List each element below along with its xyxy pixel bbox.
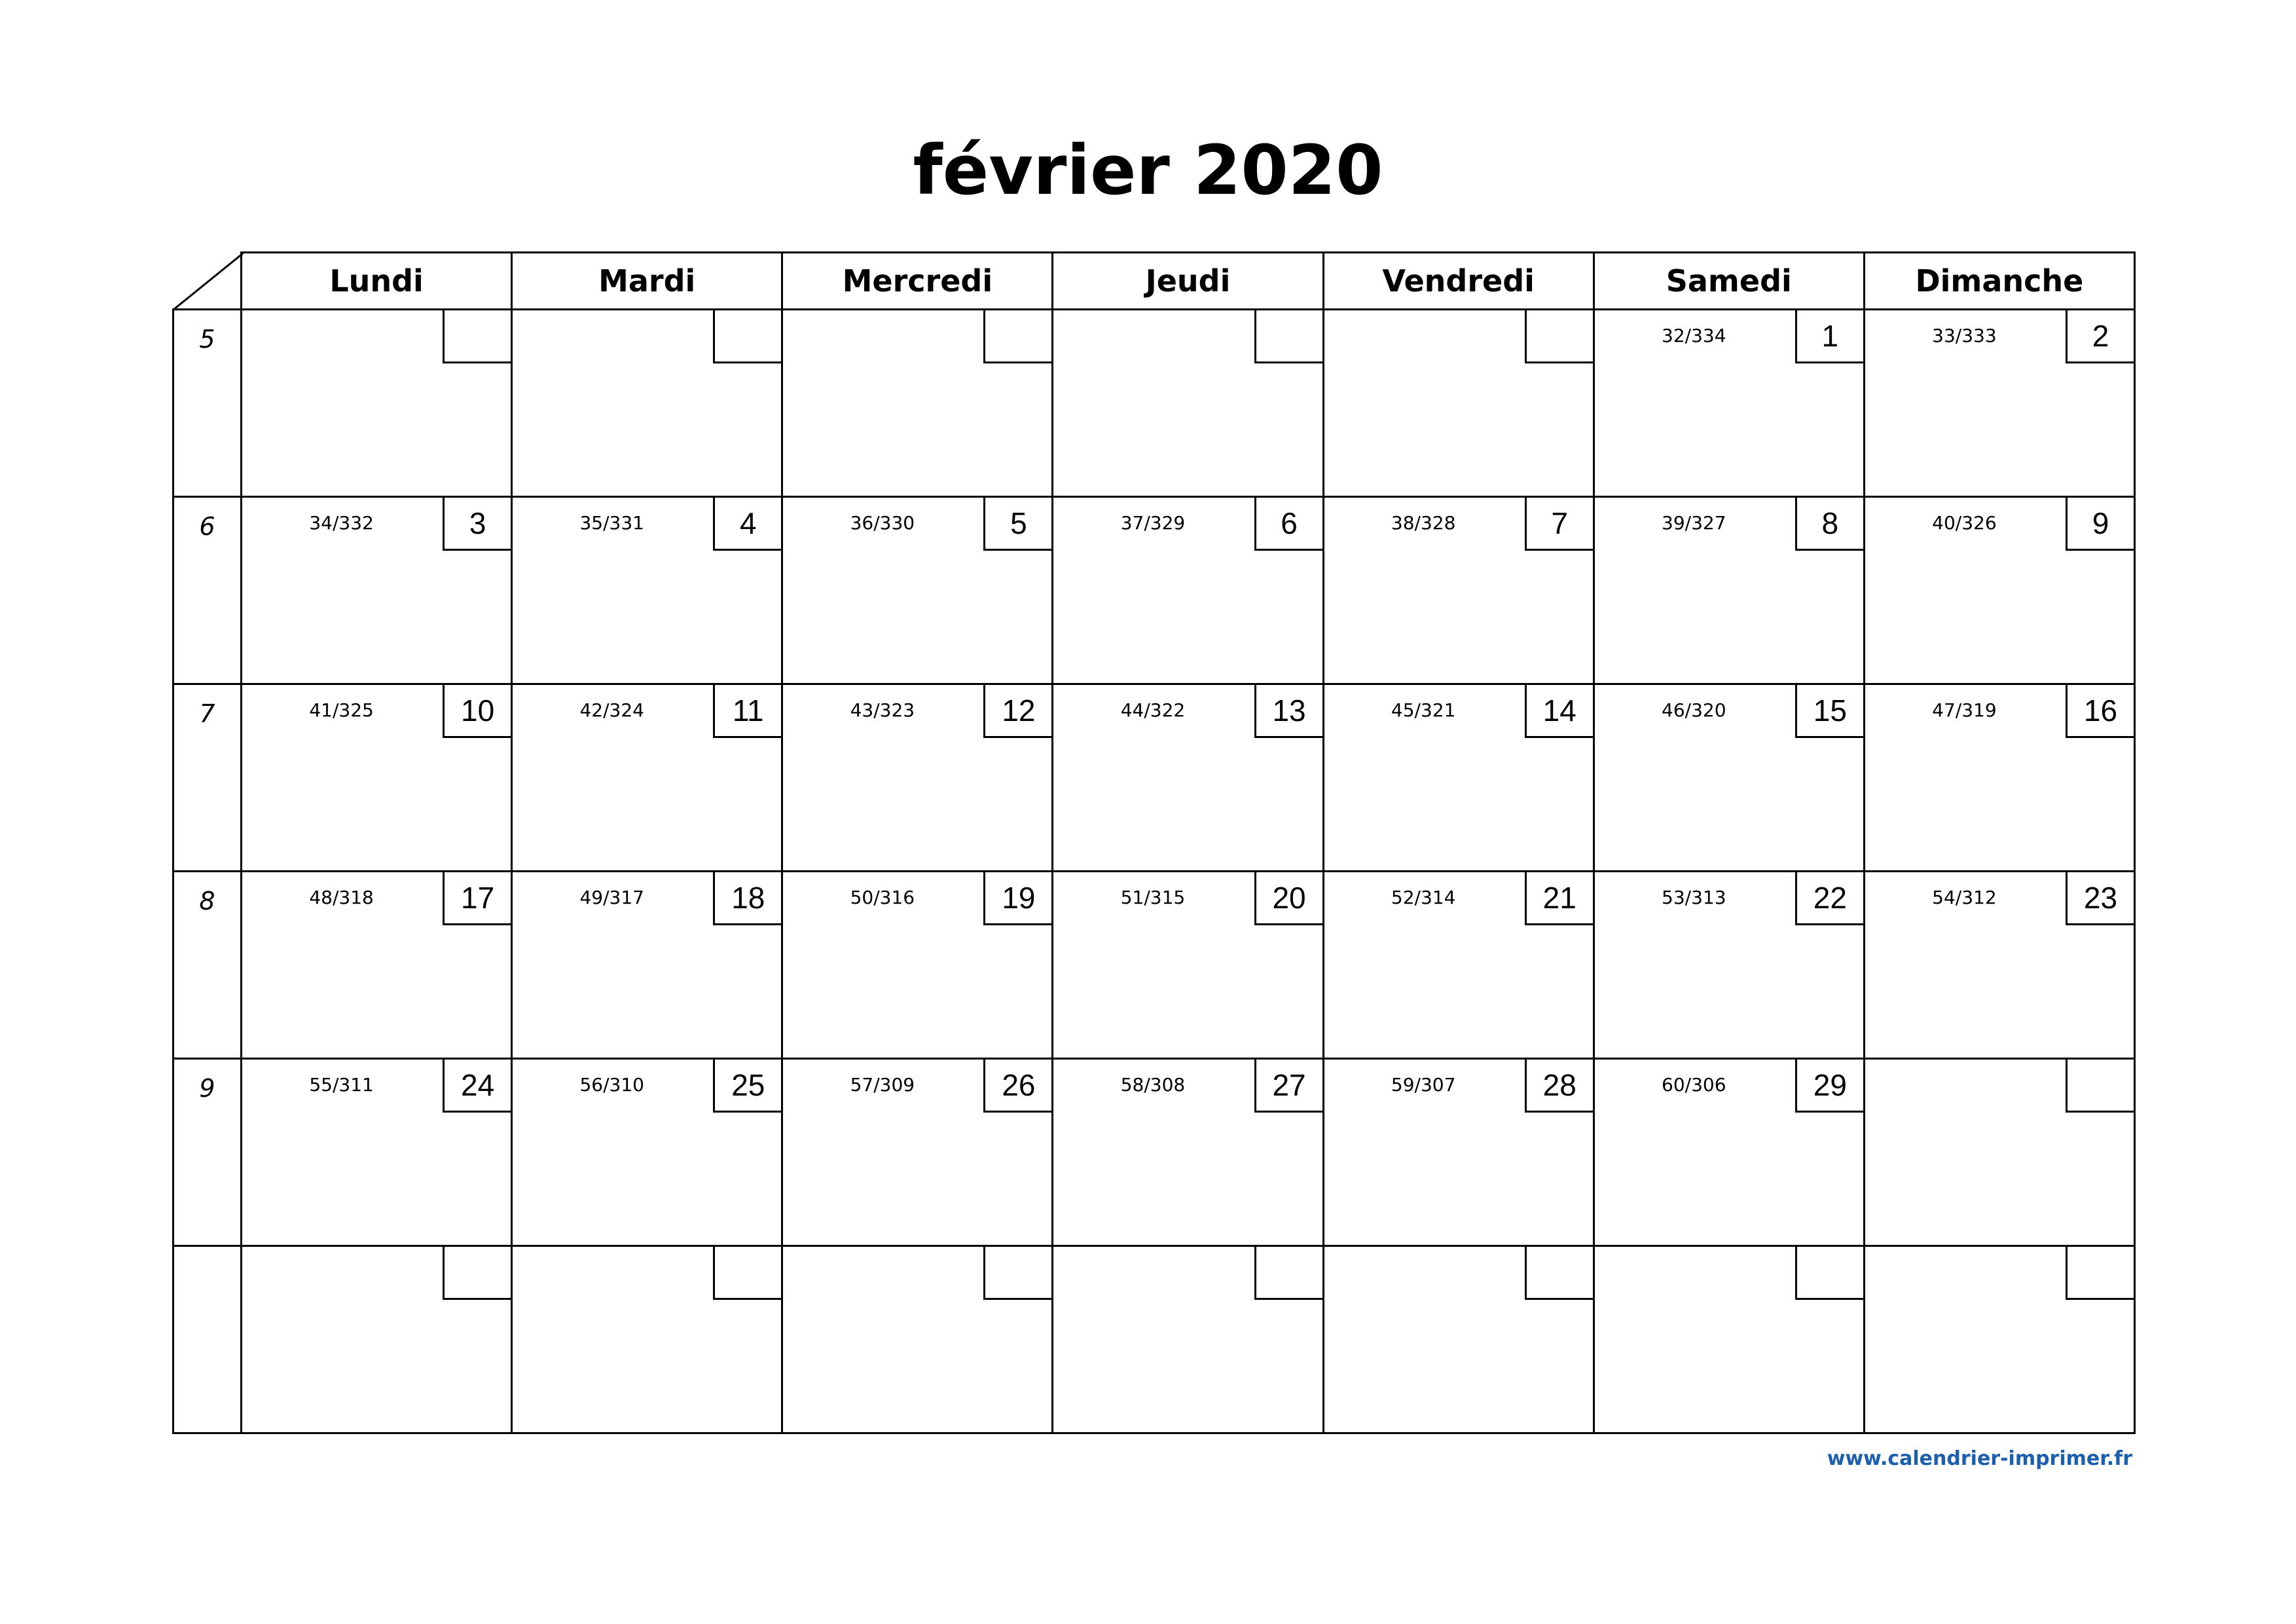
weekday-header: Vendredi <box>1323 253 1594 310</box>
day-cell <box>1594 684 1864 872</box>
day-number <box>1795 1245 1865 1300</box>
day-cell <box>1053 497 1323 684</box>
corner-cell <box>173 253 242 310</box>
day-number: 27 <box>1254 1058 1324 1113</box>
weekday-header: Samedi <box>1594 253 1864 310</box>
week-number: 8 <box>199 887 215 915</box>
week-row <box>173 684 2135 872</box>
day-cell <box>1864 872 2134 1059</box>
day-of-year: 53/313 <box>1662 887 1726 908</box>
day-of-year: 48/318 <box>309 887 374 908</box>
day-cell <box>242 872 512 1059</box>
day-of-year: 46/320 <box>1662 699 1726 721</box>
day-cell <box>782 1059 1053 1246</box>
day-number <box>983 308 1053 363</box>
day-cell <box>512 684 782 872</box>
day-of-year: 59/307 <box>1391 1074 1456 1096</box>
day-number <box>1254 1245 1324 1300</box>
day-cell <box>512 872 782 1059</box>
day-of-year: 38/328 <box>1391 512 1456 534</box>
week-row <box>173 1246 2135 1433</box>
day-of-year: 40/326 <box>1932 512 1997 534</box>
day-cell <box>1594 1059 1864 1246</box>
day-cell <box>1053 310 1323 497</box>
page-title: février 2020 <box>913 130 1383 210</box>
day-of-year: 52/314 <box>1391 887 1456 908</box>
day-number <box>2066 1058 2136 1113</box>
day-of-year: 58/308 <box>1120 1074 1186 1096</box>
day-cell <box>1053 684 1323 872</box>
week-number-cell <box>173 872 242 1059</box>
day-cell <box>1864 310 2134 497</box>
day-cell <box>782 1246 1053 1433</box>
day-number <box>2066 1245 2136 1300</box>
day-of-year: 33/333 <box>1932 325 1997 346</box>
day-cell <box>1053 1246 1323 1433</box>
day-of-year: 32/334 <box>1662 325 1726 346</box>
day-number: 29 <box>1795 1058 1865 1113</box>
day-number: 15 <box>1795 683 1865 738</box>
day-number: 11 <box>713 683 783 738</box>
week-number: 9 <box>199 1074 215 1103</box>
day-number <box>983 1245 1053 1300</box>
day-cell <box>1323 497 1594 684</box>
day-cell <box>242 497 512 684</box>
day-cell <box>512 310 782 497</box>
day-of-year: 54/312 <box>1932 887 1997 908</box>
day-number: 14 <box>1525 683 1595 738</box>
day-cell <box>1594 872 1864 1059</box>
corner-diagonal <box>173 253 244 310</box>
week-number-cell <box>173 310 242 497</box>
day-of-year: 57/309 <box>850 1074 915 1096</box>
day-cell <box>1053 1059 1323 1246</box>
day-of-year: 37/329 <box>1120 512 1186 534</box>
week-row <box>173 497 2135 684</box>
day-number: 1 <box>1795 308 1865 363</box>
day-number: 9 <box>2066 496 2136 551</box>
day-cell <box>1864 497 2134 684</box>
day-number: 6 <box>1254 496 1324 551</box>
day-of-year: 56/310 <box>579 1074 644 1096</box>
day-cell <box>242 1246 512 1433</box>
day-number: 24 <box>443 1058 513 1113</box>
day-cell <box>1323 684 1594 872</box>
week-number-cell <box>173 1059 242 1246</box>
weekday-header: Lundi <box>242 253 512 310</box>
day-cell <box>1864 1059 2134 1246</box>
day-cell <box>512 497 782 684</box>
day-number: 20 <box>1254 870 1324 925</box>
day-cell <box>1594 497 1864 684</box>
day-number <box>713 308 783 363</box>
day-number: 17 <box>443 870 513 925</box>
day-cell <box>242 310 512 497</box>
day-cell <box>782 310 1053 497</box>
day-cell <box>782 872 1053 1059</box>
day-number <box>713 1245 783 1300</box>
week-row <box>173 1059 2135 1246</box>
day-number: 5 <box>983 496 1053 551</box>
day-cell <box>1323 872 1594 1059</box>
day-number: 12 <box>983 683 1053 738</box>
day-cell <box>242 1059 512 1246</box>
day-cell <box>1323 1059 1594 1246</box>
day-of-year: 43/323 <box>850 699 915 721</box>
week-number: 7 <box>199 699 215 728</box>
day-cell <box>1053 872 1323 1059</box>
day-number: 4 <box>713 496 783 551</box>
day-cell <box>512 1246 782 1433</box>
weekday-header: Jeudi <box>1053 253 1323 310</box>
day-number: 22 <box>1795 870 1865 925</box>
day-of-year: 41/325 <box>309 699 374 721</box>
day-number: 23 <box>2066 870 2136 925</box>
day-cell <box>1864 1246 2134 1433</box>
day-number: 8 <box>1795 496 1865 551</box>
day-number: 26 <box>983 1058 1053 1113</box>
week-number-cell <box>173 1246 242 1433</box>
day-number <box>443 1245 513 1300</box>
day-number: 7 <box>1525 496 1595 551</box>
day-cell <box>1594 310 1864 497</box>
weekday-header-row <box>173 253 2135 310</box>
calendar-grid <box>172 251 2136 1422</box>
day-of-year: 34/332 <box>309 512 374 534</box>
day-of-year: 39/327 <box>1662 512 1726 534</box>
day-of-year: 49/317 <box>579 887 644 908</box>
day-number <box>1254 308 1324 363</box>
day-number: 28 <box>1525 1058 1595 1113</box>
day-cell <box>242 684 512 872</box>
day-number: 3 <box>443 496 513 551</box>
day-of-year: 60/306 <box>1662 1074 1726 1096</box>
week-row <box>173 310 2135 497</box>
day-of-year: 35/331 <box>579 512 644 534</box>
day-number: 18 <box>713 870 783 925</box>
day-number: 16 <box>2066 683 2136 738</box>
day-of-year: 36/330 <box>850 512 915 534</box>
day-of-year: 55/311 <box>309 1074 374 1096</box>
week-number: 5 <box>199 325 215 354</box>
week-row <box>173 872 2135 1059</box>
calendar-table <box>172 251 2136 1434</box>
website-link[interactable]: www.calendrier-imprimer.fr <box>1827 1447 2132 1470</box>
day-of-year: 51/315 <box>1120 887 1186 908</box>
day-number: 2 <box>2066 308 2136 363</box>
day-number <box>443 308 513 363</box>
day-number: 25 <box>713 1058 783 1113</box>
weekday-header: Mardi <box>512 253 782 310</box>
day-cell <box>512 1059 782 1246</box>
day-cell <box>1323 310 1594 497</box>
weekday-header: Dimanche <box>1864 253 2134 310</box>
day-cell <box>1864 684 2134 872</box>
day-number: 13 <box>1254 683 1324 738</box>
day-number: 10 <box>443 683 513 738</box>
day-number <box>1525 1245 1595 1300</box>
day-number: 21 <box>1525 870 1595 925</box>
weekday-header: Mercredi <box>782 253 1053 310</box>
day-number: 19 <box>983 870 1053 925</box>
week-number: 6 <box>199 512 215 541</box>
day-cell <box>782 497 1053 684</box>
week-number-cell <box>173 497 242 684</box>
day-of-year: 42/324 <box>579 699 644 721</box>
week-number-cell <box>173 684 242 872</box>
day-of-year: 50/316 <box>850 887 915 908</box>
day-of-year: 47/319 <box>1932 699 1997 721</box>
day-cell <box>1323 1246 1594 1433</box>
day-cell <box>1594 1246 1864 1433</box>
day-cell <box>782 684 1053 872</box>
day-of-year: 45/321 <box>1391 699 1456 721</box>
day-of-year: 44/322 <box>1120 699 1186 721</box>
day-number <box>1525 308 1595 363</box>
